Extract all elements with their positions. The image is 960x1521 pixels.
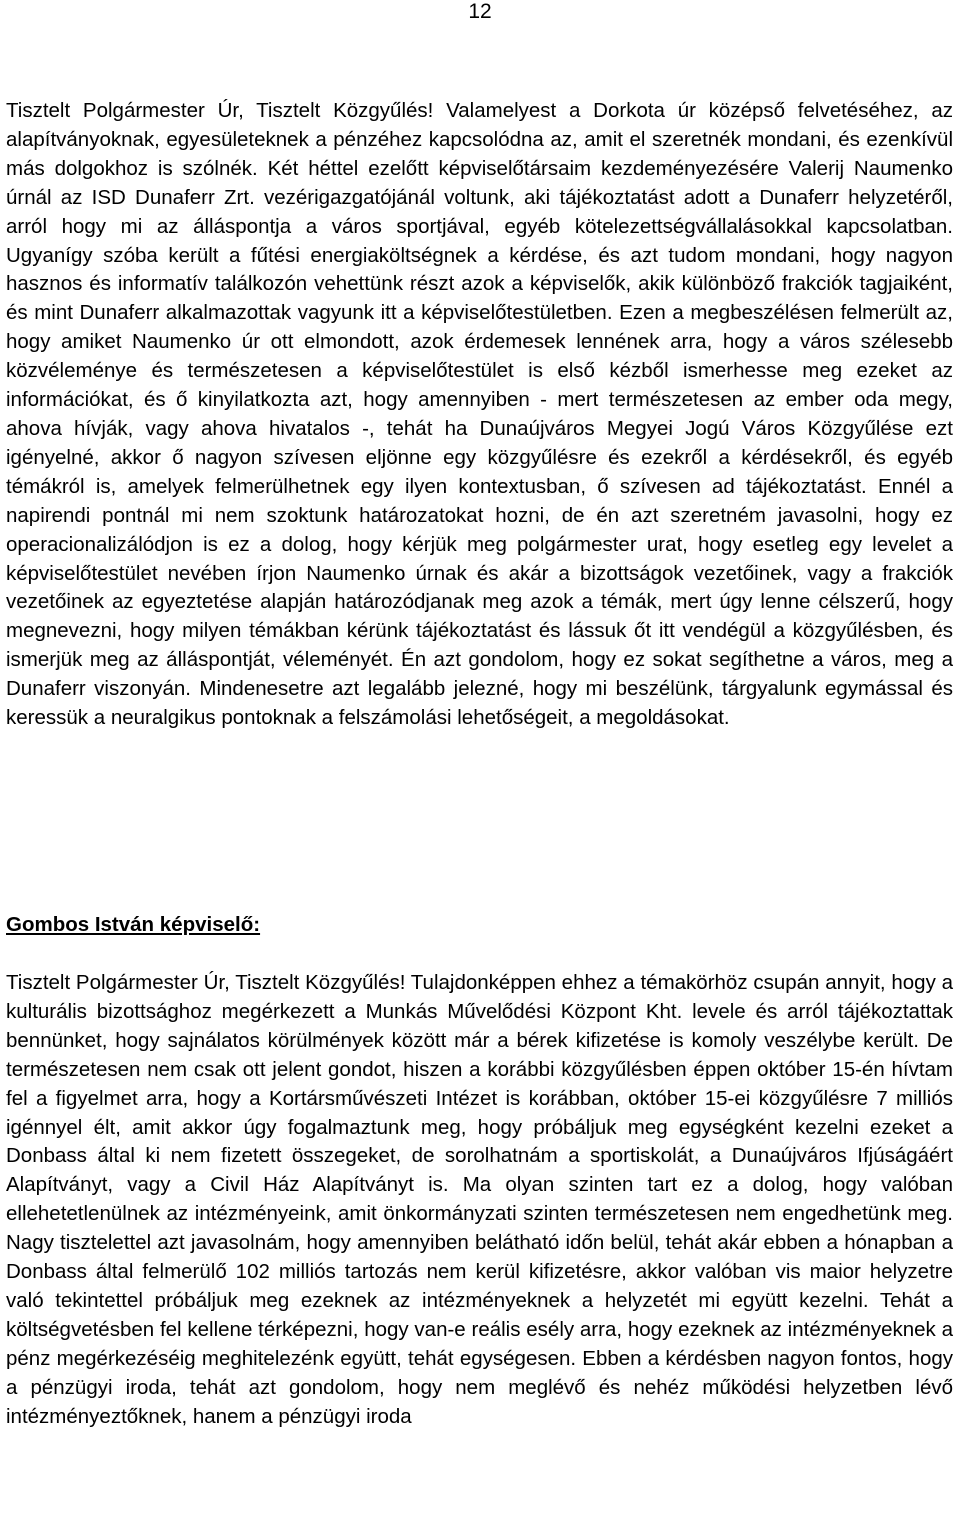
speaker-heading: Gombos István képviselő: <box>6 913 261 936</box>
paragraph-1: Tisztelt Polgármester Úr, Tisztelt Közgyűlés! Valamelyest a Dorkota úr középső felvetéséhez, az alapítványoknak, egyesületeknek a pénzéhez kapcsolódna az, amit el szeretnék mondani, és ezenkívül más dolgokhoz is szólnék. Két héttel ezelőtt képviselőtársaim kezdeményezésére Valerij Naumenko úrnál az ISD Dunaferr Zrt. vezérigazgatójánál voltunk, aki tájékoztatást adott a Dunaferr helyzetéről, arról hogy mi az álláspontja a város sportjával, egyéb kötelezettségvállalásokkal kapcsolatban. Ugyanígy szóba került a fűtési energiaköltségnek a kérdése, és azt tudom mondani, hogy nagyon hasznos és informatív találkozón vehettünk részt azok a képviselők, akik különböző frakciók tagjaiként, és mint Dunaferr alkalmazottak vagyunk itt a képviselőtestületben. Ezen a megbeszélésen felmerült az, hogy amiket Naumenko úr ott elmondott, azok érdemesek lennének arra, hogy a város szélesebb közvéleménye és természetesen a képviselőtestület is első kézből ismerhesse meg ezeket az információkat, és ő kinyilatkozta azt, hogy amennyiben - mert természetesen az ember oda megy, ahova hívják, vagy ahova hivatalos -, tehát ha Dunaújváros Megyei Jogú Város Közgyűlése ezt igényelné, akkor ő nagyon szívesen eljönne egy közgyűlésre és ezekről a kérdésekről, és egyéb témákról is, amelyek felmerülhetnek egy ilyen kontextusban, ő szívesen ad tájékoztatást. Ennél a napirendi pontnál mi nem szoktunk határozatokat hozni, de én azt szeretném javasolni, hogy ez operacionalizálódjon is ez a dolog, hogy kérjük meg polgármester urat, hogy esetleg egy levelet a képviselőtestület nevében írjon Naumenko úrnak és akár a bizottságok vezetőinek, vagy a frakciók vezetőinek az egyeztetése alapján határozódjanak meg azok a témák, mert úgy lenne célszerű, hogy megnevezni, hogy milyen témákban kérünk tájékoztatást és lássuk őt itt vendégül a közgyűlésben, és ismerjük meg az álláspontját, véleményét. Én azt gondolom, hogy ez sokat segíthetne a város, meg a Dunaferr viszonyán. Mindenesetre azt legalább jelezné, hogy mi beszélünk, tárgyalunk egymással és keressük a neuralgikus pontoknak a felszámolási lehetőségeit, a megoldásokat. <box>6 99 953 730</box>
paragraph-2: Tisztelt Polgármester Úr, Tisztelt Közgyűlés! Tulajdonképpen ehhez a témakörhöz csupán annyit, hogy a kulturális bizottsághoz megérkezett a Munkás Művelődési Központ Kht. levele és arról tájékoztattak bennünket, hogy sajnálatos körülmények között már a bérek kifizetése is komoly veszélybe került. De természetesen nem csak ott jelent gondot, hiszen a korábbi közgyűlésben éppen október 15-én hívtam fel a figyelmet arra, hogy a Kortársművészeti Intézet is korábban, október 15-ei közgyűlésre 7 milliós igénnyel élt, amit akkor úgy fogalmaztunk meg, hogy próbáljuk meg egységként kezelni ezeket a Donbass által ki nem fizetett összegeket, de sorolhatnám a sportiskolát, a Dunaújváros Ifjúságáért Alapítványt, vagy a Civil Ház Alapítványt is. Ma olyan szinten tart ez a dolog, hogy valóban ellehetetlenülnek az intézményeink, amit önkormányzati szinten természetesen nem engedhetünk meg. Nagy tisztelettel azt javasolnám, hogy amennyiben belátható időn belül, tehát akár ebben a hónapban a Donbass által felmerülő 102 milliós tartozás nem kerül kifizetésre, akkor valóban vis maior helyzetre való tekintettel próbáljuk meg ezeknek az intézményeknek a helyzetét mi együtt kezelni. Tehát a költségvetésben fel kellene térképezni, hogy van-e reális esély arra, hogy ezeknek az intézményeknek a pénz megérkezéséig meghitelezénk együtt, tehát egységesen. Ebben a kérdésben nagyon fontos, hogy a pénzügyi iroda, tehát azt gondolom, hogy nem meglévő és nehéz működési helyzetben lévő intézményeztőknek, hanem a pénzügyi iroda <box>6 971 953 1428</box>
page-number: 12 <box>468 0 492 23</box>
